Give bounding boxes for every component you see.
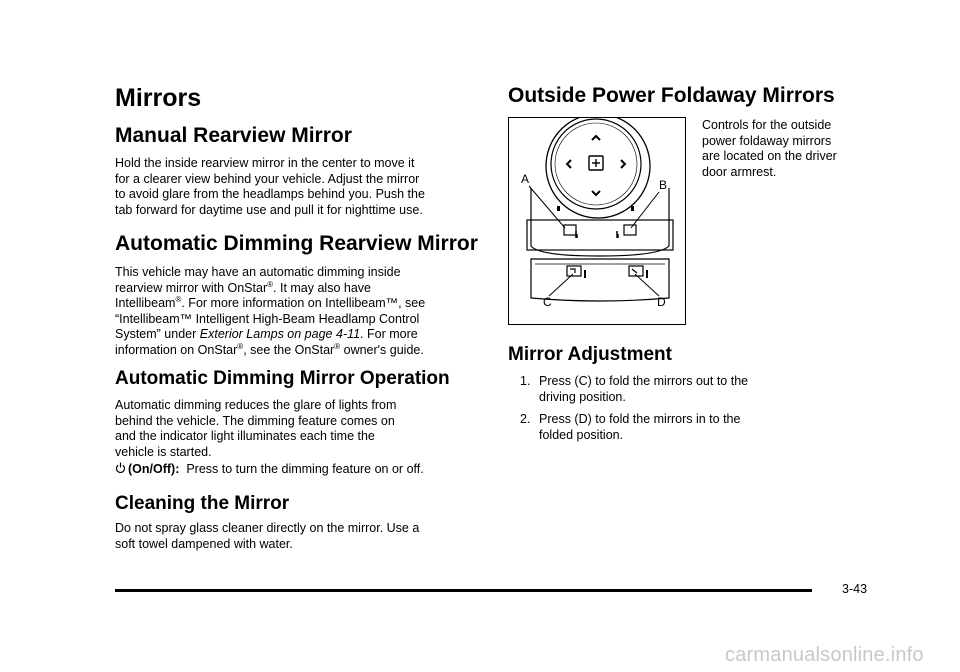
step-number: 1. [520, 374, 531, 388]
mirror-control-drawing [509, 118, 684, 323]
text-line: for a clearer view behind your vehicle. Adjust the mirror [115, 171, 420, 186]
list-item [520, 374, 820, 405]
section-heading-automatic-dimming-mirror-operation: Automatic Dimming Mirror Operation [115, 368, 450, 389]
power-icon [115, 462, 126, 474]
figure-label-c: C [543, 295, 552, 309]
text-line: and the indicator light illuminates each time the [115, 429, 375, 443]
section-heading-cleaning-the-mirror: Cleaning the Mirror [115, 493, 290, 514]
paragraph-cleaning [115, 521, 483, 552]
onoff-label: (On/Off): [128, 462, 180, 476]
text-line: Automatic dimming reduces the glare of lights from [115, 398, 397, 412]
figure-label-d: D [657, 295, 666, 309]
text-line: Press (C) to fold the mirrors out to the [539, 374, 749, 388]
text-line: soft towel dampened with water. [115, 536, 293, 551]
section-heading-mirror-adjustment: Mirror Adjustment [508, 344, 672, 365]
adjustment-steps-list [520, 374, 820, 450]
text-line: to avoid glare from the headlamps behind you. Push the [115, 187, 425, 201]
figure-label-b: B [659, 178, 668, 192]
onoff-description: (On/Off): Press to turn the dimming feature on or off. [115, 462, 495, 478]
watermark: carmanualsonline.info [725, 644, 924, 666]
text-line: This vehicle may have an automatic dimming inside [115, 265, 401, 279]
text-line: behind the vehicle. The dimming feature comes on [115, 413, 395, 428]
text-line: driving position. [539, 389, 626, 404]
text-line: door armrest. [702, 164, 777, 179]
figure-label-a: A [521, 172, 530, 186]
footer-rule [115, 589, 812, 592]
section-heading-automatic-dimming-rearview-mirror: Automatic Dimming Rearview Mirror [115, 232, 478, 255]
page-number: 3-43 [842, 582, 868, 596]
text-line: Controls for the outside [702, 118, 832, 132]
text-line: Hold the inside rearview mirror in the center to move it [115, 156, 415, 170]
text-line: power foldaway mirrors [702, 133, 832, 148]
text-line: are located on the driver [702, 149, 837, 163]
registered-mark: ® [237, 341, 244, 351]
text-line: information on OnStar®, see the OnStar® owner's guide. [115, 341, 424, 357]
text-line: System” under Exterior Lamps on page 4-11. For more [115, 327, 418, 341]
paragraph-automatic-dimming [115, 265, 483, 358]
registered-mark: ® [175, 294, 182, 304]
cross-reference-link[interactable]: Exterior Lamps on page 4-11 [199, 327, 361, 341]
text-line: “Intellibeam™ Intelligent High-Beam Headlamp Control [115, 311, 420, 326]
section-heading-manual-rearview-mirror: Manual Rearview Mirror [115, 124, 352, 147]
text-line: vehicle is started. [115, 444, 212, 459]
text-line: rearview mirror with OnStar®. It may also have [115, 279, 371, 295]
step-number: 2. [520, 412, 531, 426]
registered-mark: ® [267, 279, 274, 289]
registered-mark: ® [334, 341, 341, 351]
text-line: Press (D) to fold the mirrors in to the [539, 412, 741, 426]
paragraph-manual-rearview-mirror [115, 156, 483, 218]
paragraph-controls-location [702, 118, 872, 180]
page-title: Mirrors [115, 84, 202, 112]
paragraph-automatic-dimming-operation [115, 398, 483, 460]
text-line: Intellibeam®. For more information on Intellibeam™, see [115, 294, 426, 310]
foldaway-controls-illustration [508, 117, 686, 325]
text-line: Do not spray glass cleaner directly on the mirror. Use a [115, 521, 420, 535]
text-line: tab forward for daytime use and pull it for nighttime use. [115, 202, 423, 217]
text-line: folded position. [539, 427, 624, 442]
section-heading-outside-power-foldaway-mirrors: Outside Power Foldaway Mirrors [508, 84, 835, 107]
list-item [520, 412, 820, 443]
